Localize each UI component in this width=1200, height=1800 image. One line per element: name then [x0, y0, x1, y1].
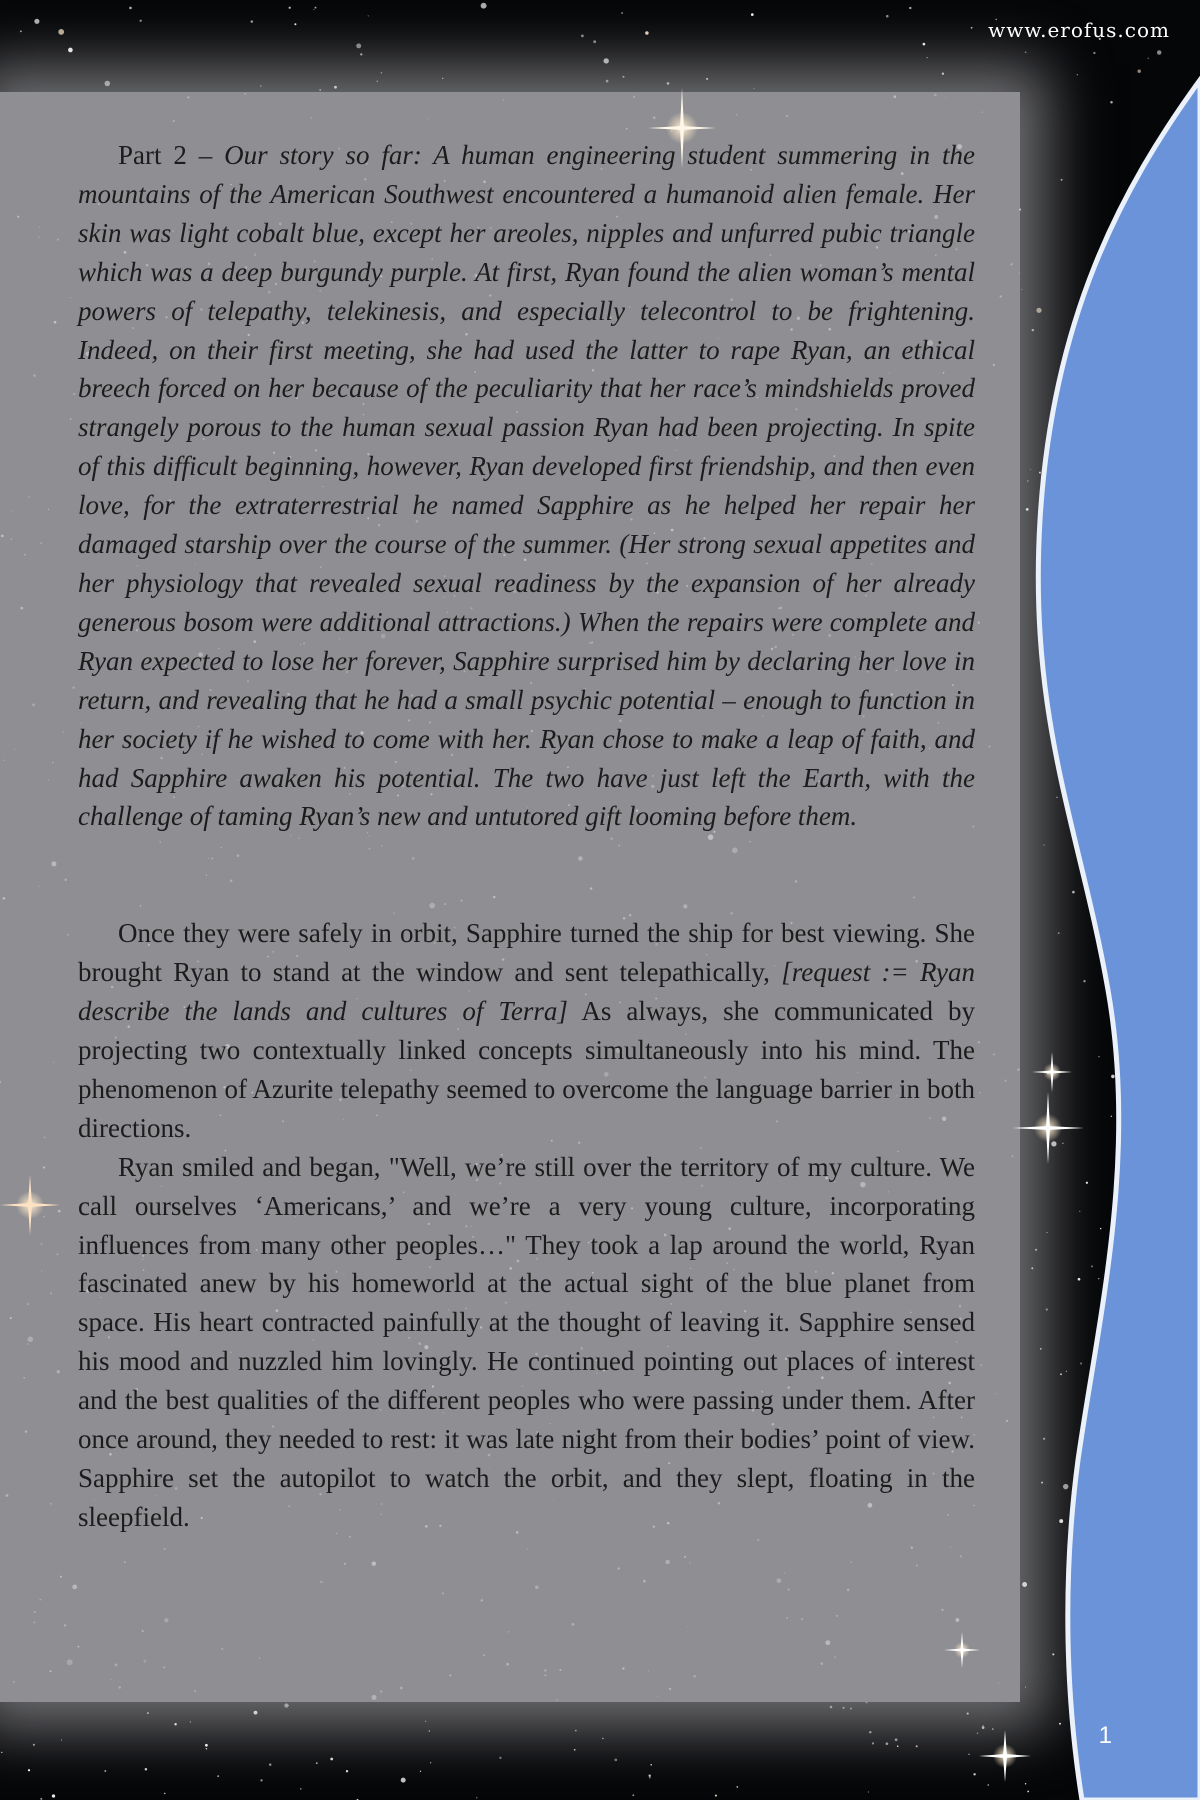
para2-start: Once they were safely in orbit, Sapphire turned the ship for best viewing. She brought Ryan to stand at the window and sent telepathically, — [78, 918, 975, 988]
story-paragraph-1 — [78, 914, 975, 1147]
recap-italic: Our story so far: A human engineering student summering in the mountains of the American Southwest encountered a humanoid alien female. Her skin was light cobalt blue, except her areoles, nipples and unfurred pubic triangle which was a deep burgundy purple. At first, Ryan found the alien woman’s mental powers of telepathy, telekinesis, and especially telecontrol to be frightening. Indeed, on their first meeting, she had used the latter to rape Ryan, an ethical breech forced on her because of the peculiarity that her race’s mindshields proved strangely porous to the human sexual passion Ryan had been projecting. In spite of this difficult beginning, however, Ryan developed first friendship, and then even love, for the extraterrestrial he named Sapphire as he helped her repair her damaged starship over the course of the summer. (Her strong sexual appetites and her physiology that revealed sexual readiness by the expansion of her already generous bosom were additional attractions.) When the repairs were complete and Ryan expected to lose her forever, Sapphire surprised him by declaring her love in return, and revealing that he had a small psychic potential – enough to function in her society if he wished to come with her. Ryan chose to make a leap of faith, and had Sapphire awaken his potential. The two have just left the Earth, with the challenge of taming Ryan’s new and untutored gift looming before them. — [78, 140, 975, 832]
story-text — [78, 136, 975, 1537]
para2-end: As always, she communicated by projecting two contextually linked concepts simultaneously into his mind. The phenomenon of Azurite telepathy seemed to overcome the language barrier in both directions. — [78, 996, 975, 1143]
telepathic-request: [request := Ryan describe the lands and cultures of Terra] — [78, 957, 975, 1027]
story-paragraph-2: Ryan smiled and began, "Well, we’re still over the territory of my culture. We call ourselves ‘Americans,’ and we’re a very young culture, incorporating influences from many other peoples…" They took a lap around the world, Ryan fascinated anew by his homeworld at the actual sight of the blue planet from space. His heart contracted painfully at the thought of leaving it. Sapphire sensed his mood and nuzzled him lovingly. He continued pointing out places of interest and the best qualities of the different peoples who were passing under them. After once around, they needed to rest: it was late night from their bodies’ point of view. Sapphire set the autopilot to watch the orbit, and they slept, floating in the sleepfield. — [78, 1151, 975, 1532]
recap-lead: Part 2 – — [118, 140, 225, 170]
page-number: 1 — [1098, 1722, 1112, 1749]
watermark: www.erofus.com — [988, 18, 1170, 42]
blue-band-shape — [1038, 80, 1200, 1800]
recap-paragraph — [78, 136, 975, 836]
